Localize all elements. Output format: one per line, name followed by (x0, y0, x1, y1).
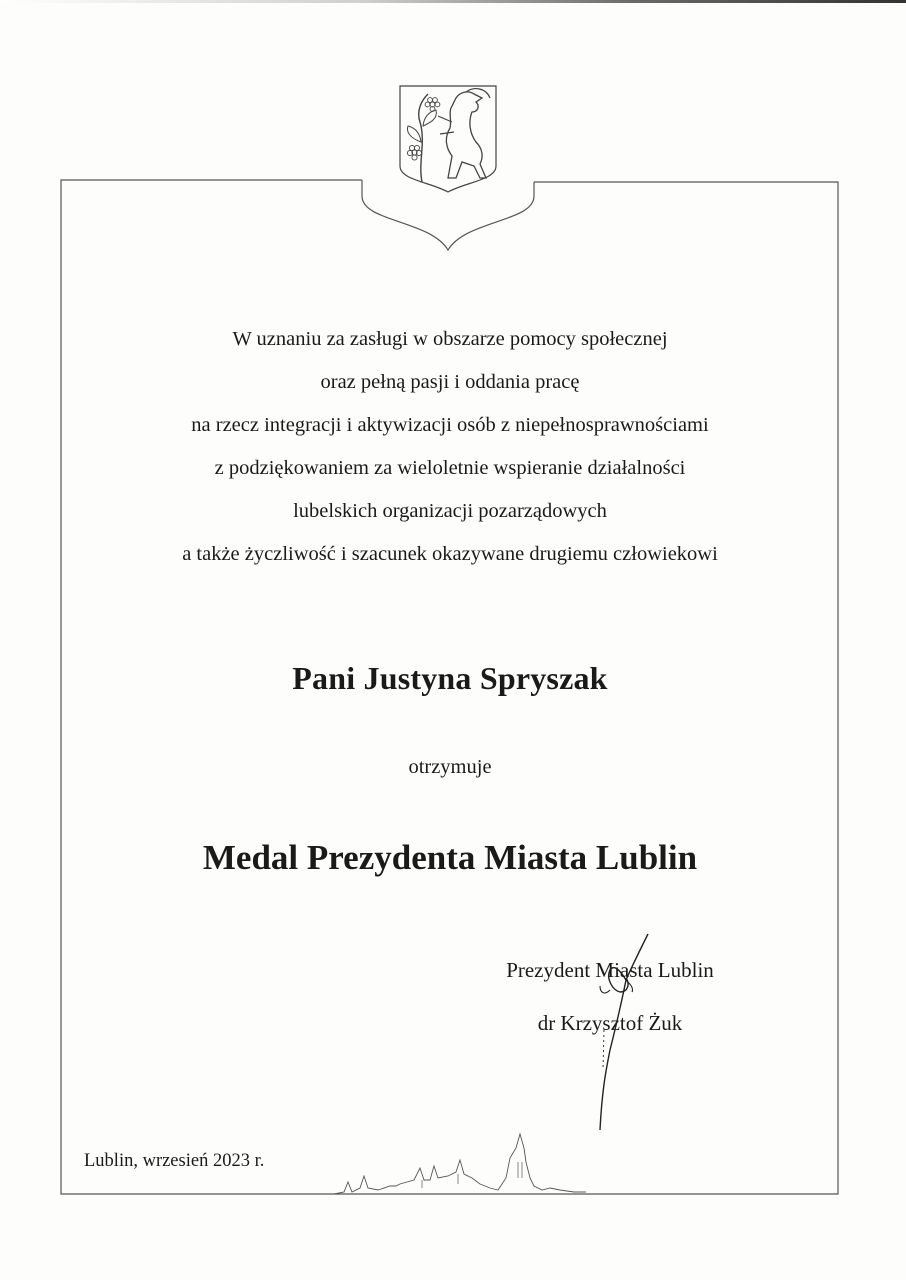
dedication-line: na rzecz integracji i aktywizacji osób z niepełnosprawnościami (191, 414, 709, 436)
signatory-title: Prezydent Miasta Lublin (506, 958, 714, 982)
receives-label: otrzymuje (408, 756, 492, 778)
dedication-line: z podziękowaniem za wieloletnie wspieranie działalności (214, 457, 686, 479)
coat-of-arms-lublin-icon (396, 82, 500, 194)
dedication-line: W uznaniu za zasługi w obszarze pomocy społecznej (232, 328, 668, 350)
dedication-line: oraz pełną pasji i oddania pracę (320, 371, 580, 393)
place-and-date: Lublin, wrzesień 2023 r. (84, 1151, 265, 1171)
handwritten-signature-icon (570, 930, 670, 1140)
lublin-skyline-icon (330, 1128, 590, 1196)
dedication-text (100, 318, 800, 576)
dedication-line: lubelskich organizacji pozarządowych (293, 500, 607, 522)
award-title: Medal Prezydenta Miasta Lublin (202, 838, 698, 877)
signatory-name: dr Krzysztof Żuk (537, 1011, 683, 1035)
dedication-line: a także życzliwość i szacunek okazywane drugiemu człowiekowi (182, 543, 718, 565)
recipient-name: Pani Justyna Spryszak (292, 660, 608, 696)
